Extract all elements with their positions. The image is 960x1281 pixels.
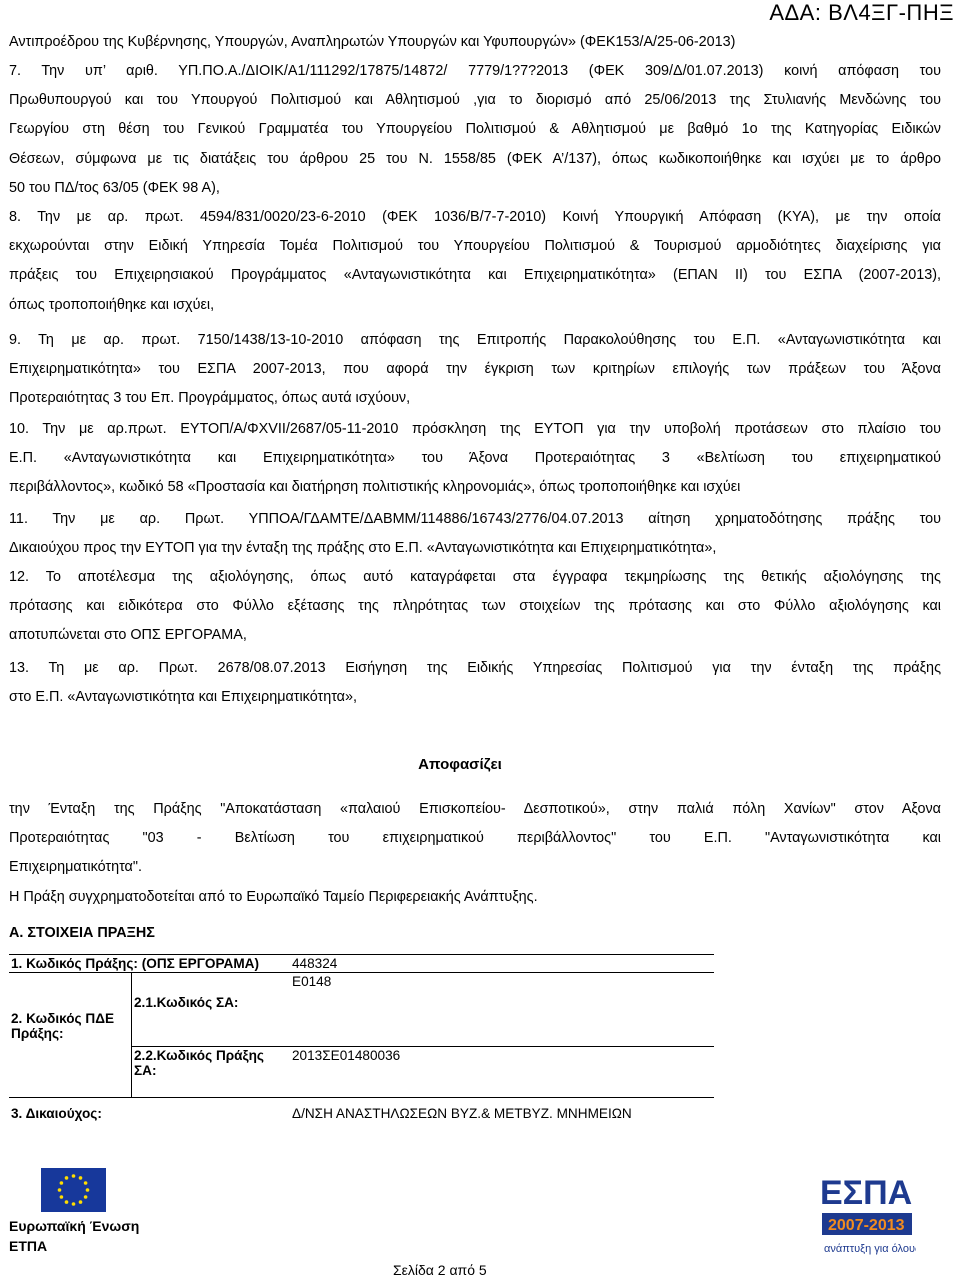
project-info-table [9, 954, 714, 1133]
section-title: Α. ΣΤΟΙΧΕΙΑ ΠΡΑΞΗΣ [9, 925, 155, 941]
paragraph-7 [9, 57, 941, 203]
decision-text [9, 795, 941, 883]
text-line: Δικαιούχου προς την ΕΥΤΟΠ για την ένταξη της πράξης στο Ε.Π. «Ανταγωνιστικότητα και Επιχειρηματικότητα», [9, 540, 717, 557]
text-line: Επιχειρηματικότητα» του ΕΣΠΑ 2007-2013, που αφορά την έγκριση των κριτηρίων επιλογής των πράξεων του Άξονα [9, 361, 941, 378]
eu-star [79, 1200, 83, 1204]
text-line: Αντιπροέδρου της Κυβέρνησης, Υπουργών, Αναπληρωτών Υπουργών και Υφυπουργών» (ΦΕΚ153/Α/25-06-2013) [9, 34, 736, 50]
eu-line-1: Ευρωπαϊκή Ένωση [9, 1218, 140, 1234]
text-line: περιβάλλοντος», κωδικό 58 «Προστασία και διατήρηση πολιτιστικής κληρονομιάς», όπως τροποποιήθηκε και ισχύει [9, 479, 741, 496]
spacer [276, 1047, 290, 1098]
text-line: πράξεις του Επιχειρησιακού Προγράμματος «Ανταγωνιστικότητα και Επιχειρηματικότητα» (ΕΠΑΝ ΙΙ) του ΕΣΠΑ (2007-2013), [9, 267, 941, 284]
espa-logo [816, 1168, 916, 1268]
text-line: όπως τροποποιήθηκε και ισχύει, [9, 296, 215, 313]
eu-star [86, 1188, 90, 1192]
page-number: Σελίδα 2 από 5 [393, 1262, 487, 1278]
row2-2-value: 2013ΣΕ01480036 [290, 1047, 714, 1098]
espa-years: 2007-2013 [828, 1217, 905, 1234]
row3-label: 3. Δικαιούχος: [9, 1098, 276, 1134]
eu-star [60, 1181, 64, 1185]
eu-star [60, 1195, 64, 1199]
row3-value: Δ/ΝΣΗ ΑΝΑΣΤΗΛΩΣΕΩΝ ΒΥΖ.& ΜΕΤΒΥΖ. ΜΝΗΜΕΙΩΝ [290, 1098, 714, 1134]
spacer [276, 973, 290, 1047]
text-line: την Ένταξη της Πράξης "Αποκατάσταση «παλαιού Επισκοπείου- Δεσποτικού», στην παλιά πόλη Χανίων" στον Αξονα [9, 801, 941, 817]
text-line: 11. Την με αρ. Πρωτ. ΥΠΠΟΑ/ΓΔΑΜΤΕ/ΔΑΒΜΜ/114886/16743/2776/04.07.2013 αίτηση χρηματοδότησης πράξης του [9, 511, 941, 527]
text-line: Πρωθυπουργού και του Υπουργού Πολιτισμού και Αθλητισμού ,για το διορισμό από 25/06/2013 της Στυλιανής Μενδώνης του [9, 92, 941, 109]
text-line: 7. Την υπ’ αριθ. ΥΠ.ΠΟ.Α./ΔΙΟΙΚ/Α1/111292/17875/14872/ 7779/1?7?2013 (ΦΕΚ 309/Δ/01.07.2013) κοινή απόφαση του [9, 63, 941, 79]
paragraph-6-end [9, 28, 941, 57]
paragraph-10 [9, 415, 941, 503]
text-line: 10. Την με αρ.πρωτ. ΕΥΤΟΠ/Α/ΦΧVII/2687/05-11-2010 πρόσκληση της ΕΥΤΟΠ για την υποβολή προτάσεων στο πλαίσιο του [9, 421, 941, 437]
decision-heading: Αποφασίζει [418, 756, 502, 773]
paragraph-13 [9, 654, 941, 712]
eu-label [9, 1216, 139, 1256]
eu-star [65, 1176, 69, 1180]
espa-slogan: ανάπτυξη για όλους [824, 1243, 916, 1255]
eu-stars [41, 1168, 106, 1212]
eu-star [84, 1181, 88, 1185]
paragraph-9 [9, 326, 941, 414]
row2-label: 2. Κωδικός ΠΔΕ Πράξης: [9, 973, 132, 1098]
text-line: 9. Τη με αρ. πρωτ. 7150/1438/13-10-2010 απόφαση της Επιτροπής Παρακολούθησης του Ε.Π. «Ανταγωνιστικότητα και [9, 332, 941, 348]
text-line: Η Πράξη συγχρηματοδοτείται από το Ευρωπαϊκό Ταμείο Περιφερειακής Ανάπτυξης. [9, 889, 538, 905]
eu-logo [9, 1168, 139, 1256]
spacer [276, 955, 290, 973]
text-line: 13. Τη με αρ. Πρωτ. 2678/08.07.2013 Εισήγηση της Ειδικής Υπηρεσίας Πολιτισμού για την ένταξη της πράξης [9, 660, 941, 676]
funding-text [9, 883, 941, 912]
paragraph-8 [9, 203, 941, 320]
text-line: αποτυπώνεται στο ΟΠΣ ΕΡΓΟΡΑΜΑ, [9, 627, 247, 644]
text-line: Θέσεων, σύμφωνα με τις διατάξεις του άρθρου 25 του Ν. 1558/85 (ΦΕΚ Α’/137), όπως κωδικοποιήθηκε και ισχύει με το άρθρο [9, 150, 941, 167]
text-line: 50 του ΠΔ/τος 63/05 (ΦΕΚ 98 Α), [9, 179, 220, 196]
eu-star [79, 1176, 83, 1180]
text-line: Επιχειρηματικότητα". [9, 859, 142, 876]
spacer [276, 1098, 290, 1134]
paragraph-12 [9, 563, 941, 651]
eu-star [65, 1200, 69, 1204]
eu-star [84, 1195, 88, 1199]
text-line: 12. Το αποτέλεσμα της αξιολόγησης, όπως αυτό καταγράφεται στα έγγραφα τεκμηρίωσης της θετικής αξιολόγησης της [9, 569, 941, 585]
espa-logo-icon [816, 1168, 916, 1268]
text-line: Προτεραιότητας "03 - Βελτίωση του επιχειρηματικού περιβάλλοντος" του Ε.Π. "Ανταγωνιστικότητα και [9, 830, 941, 847]
eu-star [58, 1188, 62, 1192]
espa-title: ΕΣΠΑ [820, 1174, 913, 1212]
row2-1-value: Ε0148 [290, 973, 714, 1047]
eu-flag-icon [41, 1168, 106, 1212]
text-line: εκχωρούνται στην Ειδική Υπηρεσία Τομέα Πολιτισμού του Υπουργείου Πολιτισμού & Τουρισμού αρμοδιότητες διαχείρισης για [9, 238, 941, 255]
text-line: 8. Την με αρ. πρωτ. 4594/831/0020/23-6-2010 (ΦΕΚ 1036/Β/7-7-2010) Κοινή Υπουργική Απόφαση (ΚΥΑ), με την οποία [9, 209, 941, 225]
eu-star [72, 1202, 76, 1206]
text-line: Προτεραιότητας 3 του Επ. Προγράμματος, όπως αυτά ισχύουν, [9, 390, 411, 407]
text-line: Γεωργίου στη θέση του Γενικού Γραμματέα του Υπουργείου Πολιτισμού & Αθλητισμού με βαθμό 1ο της Κατηγορίας Ειδικών [9, 121, 941, 138]
text-line: στο Ε.Π. «Ανταγωνιστικότητα και Επιχειρηματικότητα», [9, 689, 357, 706]
row2-2-label: 2.2.Κωδικός Πράξης ΣΑ: [132, 1047, 277, 1098]
row1-value: 448324 [290, 955, 714, 973]
ada-code: ΑΔΑ: ΒΛ4ΞΓ-ΠΗΞ [769, 0, 954, 25]
eu-star [72, 1174, 76, 1178]
eu-line-2: ΕΤΠΑ [9, 1238, 48, 1254]
text-line: πρότασης και ειδικότερα στο Φύλλο εξέτασης της πληρότητας των στοιχείων της πρότασης και στο Φύλλο αξιολόγησης και [9, 598, 941, 615]
row2-1-label: 2.1.Κωδικός ΣΑ: [132, 973, 277, 1047]
text-line: Ε.Π. «Ανταγωνιστικότητα και Επιχειρηματικότητα» του Άξονα Προτεραιότητας 3 «Βελτίωση του επιχειρηματικού [9, 450, 941, 467]
paragraph-11 [9, 505, 941, 563]
row1-label: 1. Κωδικός Πράξης: (ΟΠΣ ΕΡΓΟΡΑΜΑ) [9, 955, 276, 973]
